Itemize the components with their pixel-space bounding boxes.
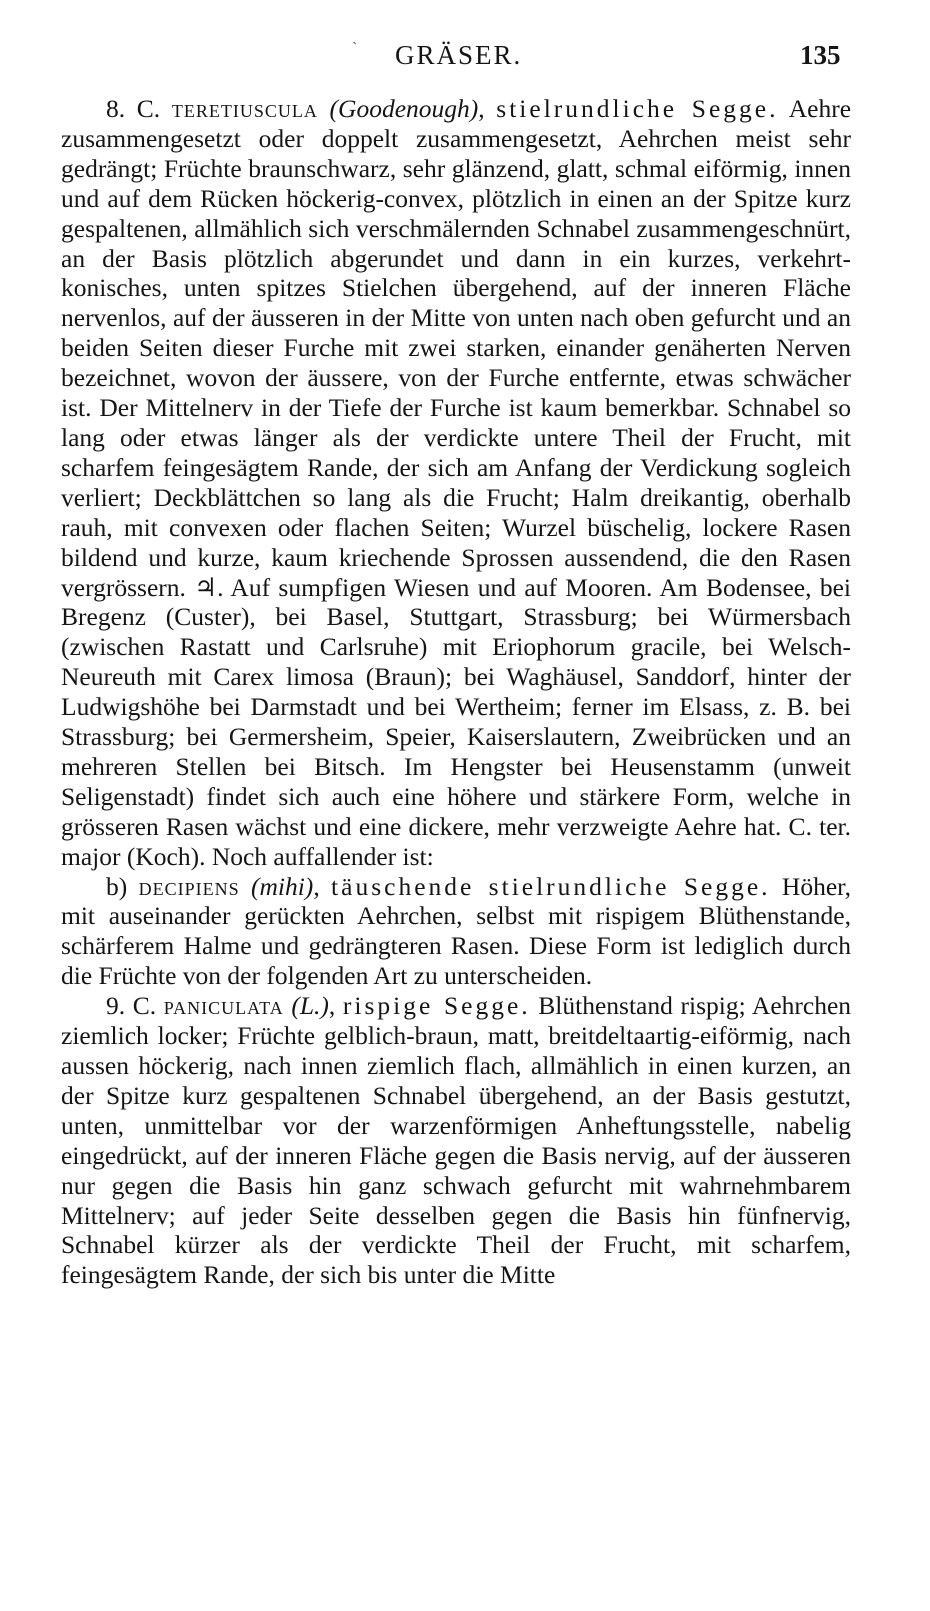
common-name: täuschende stielrundliche Segge.	[331, 871, 771, 901]
running-title: GRÄSER.	[395, 40, 523, 70]
species-name: paniculata	[163, 991, 284, 1021]
entry-carex-paniculata: 9. C. paniculata (L.), rispige Segge. Blüthenstand rispig; Aehrchen ziemlich locker; Früchte gelblich-braun, matt, breitdeltaartig-eiförmig, nach aussen höckerig, nach innen ziemlich flach, allmählich in einen kurzen, an der Spitze kurz gespaltenen Schnabel übergehend, an der Basis gestutzt, unten, unmittelbar vor der warzenförmigen Anheftungsstelle, nabelig eingedrückt, auf der inneren Fläche gegen die Basis nervig, auf der äusseren nur gegen die Basis hin ganz schwach gefurcht mit wahrnehmbarem Mittelnerv; auf jeder Seite desselben gegen die Basis hin fünfnervig, Schnabel kürzer als der verdickte Theil der Frucht, mit scharfem, feingesägtem Rande, der sich bis unter die Mitte	[61, 991, 852, 1290]
species-authority: (L.)	[291, 991, 329, 1021]
variety-name: decipiens	[138, 871, 240, 901]
entry-text: Höher, mit auseinander gerückten Aehrchen, selbst mit rispigem Blüthenstande, schärferem Halme und gedrängteren Rasen. Diese Form ist lediglich durch die Früchte von der folgenden Art zu unterscheiden.	[61, 871, 851, 991]
page-mark: ˎ	[352, 28, 358, 45]
entry-number: 8. C.	[106, 94, 161, 123]
entry-variety-decipiens: b) decipiens (mihi), täuschende stielrundliche Segge. Höher, mit auseinander gerückten Aehrchen, selbst mit rispigem Blüthenstande, schärferem Halme und gedrängteren Rasen. Diese Form ist lediglich durch die Früchte von der folgenden Art zu unterscheiden.	[61, 871, 851, 991]
page-body	[61, 94, 851, 1290]
common-name: stielrundliche Segge.	[496, 94, 779, 123]
page-header	[0, 40, 930, 74]
entry-carex-teretiuscula: 8. C. teretiuscula (Goodenough), stielrundliche Segge. Aehre zusammengesetzt oder doppelt zusammengesetzt, Aehrchen meist sehr gedrängt; Früchte braunschwarz, sehr glänzend, glatt, schmal eiförmig, innen und auf dem Rücken höckerig-convex, plötzlich in einen an der Spitze kurz gespaltenen, allmählich sich verschmälernden Schnabel zusammengeschnürt, an der Basis plötzlich abgerundet und dann in ein kurzes, verkehrt-konisches, unten spitzes Stielchen übergehend, auf der inneren Fläche nervenlos, auf der äusseren in der Mitte von unten nach oben gefurcht und an beiden Seiten dieser Furche mit zwei starken, einander genäherten Nerven bezeichnet, wovon der äussere, von der Furche entfernte, etwas schwächer ist. Der Mittelnerv in der Tiefe der Furche ist kaum bemerkbar. Schnabel so lang oder etwas länger als der verdickte untere Theil der Frucht, mit scharfem feingesägtem Rande, der sich am Anfang der Verdickung sogleich verliert; Deckblättchen so lang als die Frucht; Halm dreikantig, oberhalb rauh, mit convexen oder flachen Seiten; Wurzel büschelig, lockere Rasen bildend und kurze, kaum kriechende Sprossen aussendend, die den Rasen vergrössern. ♃. Auf sumpfigen Wiesen und auf Mooren. Am Bodensee, bei Bregenz (Custer), bei Basel, Stuttgart, Strassburg; bei Würmersbach (zwischen Rastatt und Carlsruhe) mit Eriophorum gracile, bei Welsch-Neureuth mit Carex limosa (Braun); bei Waghäusel, Sanddorf, hinter der Ludwigshöhe bei Darmstadt und bei Wertheim; ferner im Elsass, z. B. bei Strassburg; bei Germersheim, Speier, Kaiserslautern, Zweibrücken und an mehreren Stellen bei Bitsch. Im Hengster bei Heusenstamm (unweit Seligenstadt) findet sich auch eine höhere und stärkere Form, welche in grösseren Rasen wächst und eine dickere, mehr verzweigte Aehre hat. C. ter. major (Koch). Noch auffallender ist:	[61, 94, 852, 871]
variety-authority: (mihi)	[250, 871, 314, 901]
entry-text: Aehre zusammengesetzt oder doppelt zusammengesetzt, Aehrchen meist sehr gedrängt; Früchte braunschwarz, sehr glänzend, glatt, schmal eiförmig, innen und auf dem Rücken höckerig-convex, plötzlich in einen an der Spitze kurz gespaltenen, allmählich sich verschmälernden Schnabel zusammengeschnürt, an der Basis plötzlich abgerundet und dann in ein kurzes, verkehrt-konisches, unten spitzes Stielchen übergehend, auf der inneren Fläche nervenlos, auf der äusseren in der Mitte von unten nach oben gefurcht und an beiden Seiten dieser Furche mit zwei starken, einander genäherten Nerven bezeichnet, wovon der äussere, von der Furche entfernte, etwas schwächer ist. Der Mittelnerv in der Tiefe der Furche ist kaum bemerkbar. Schnabel so lang oder etwas länger als der verdickte untere Theil der Frucht, mit scharfem feingesägtem Rande, der sich am Anfang der Verdickung sogleich verliert; Deckblättchen so lang als die Frucht; Halm dreikantig, oberhalb rauh, mit convexen oder flachen Seiten; Wurzel büschelig, lockere Rasen bildend und kurze, kaum kriechende Sprossen aussendend, die den Rasen vergrössern. ♃. Auf sumpfigen Wiesen und auf Mooren. Am Bodensee, bei Bregenz (Custer), bei Basel, Stuttgart, Strassburg; bei Würmersbach (zwischen Rastatt und Carlsruhe) mit Eriophorum gracile, bei Welsch-Neureuth mit Carex limosa (Braun); bei Waghäusel, Sanddorf, hinter der Ludwigshöhe bei Darmstadt und bei Wertheim; ferner im Elsass, z. B. bei Strassburg; bei Germersheim, Speier, Kaiserslautern, Zweibrücken und an mehreren Stellen bei Bitsch. Im Hengster bei Heusenstamm (unweit Seligenstadt) findet sich auch eine höhere und stärkere Form, welche in grösseren Rasen wächst und eine dickere, mehr verzweigte Aehre hat. C. ter. major (Koch). Noch auffallender ist:	[61, 94, 852, 871]
entry-text: Blüthenstand rispig; Aehrchen ziemlich locker; Früchte gelblich-braun, matt, breitdeltaartig-eiförmig, nach aussen höckerig, nach innen ziemlich flach, allmählich in einen kurzen, an der Spitze kurz gespaltenen Schnabel übergehend, an der Basis gestutzt, unten, unmittelbar vor der warzenförmigen Anheftungsstelle, nabelig eingedrückt, auf der inneren Fläche gegen die Basis nervig, auf der äusseren nur gegen die Basis hin ganz schwach gefurcht mit wahrnehmbarem Mittelnerv; auf jeder Seite desselben gegen die Basis hin fünfnervig, Schnabel kürzer als der verdickte Theil der Frucht, mit scharfem, feingesägtem Rande, der sich bis unter die Mitte	[61, 991, 852, 1290]
entry-number: 9. C.	[106, 991, 157, 1021]
species-authority: (Goodenough)	[329, 94, 479, 123]
species-name: teretiuscula	[171, 94, 318, 123]
entry-number: b)	[106, 871, 128, 901]
page-number: 135	[800, 40, 841, 70]
common-name: rispige Segge.	[342, 991, 531, 1021]
